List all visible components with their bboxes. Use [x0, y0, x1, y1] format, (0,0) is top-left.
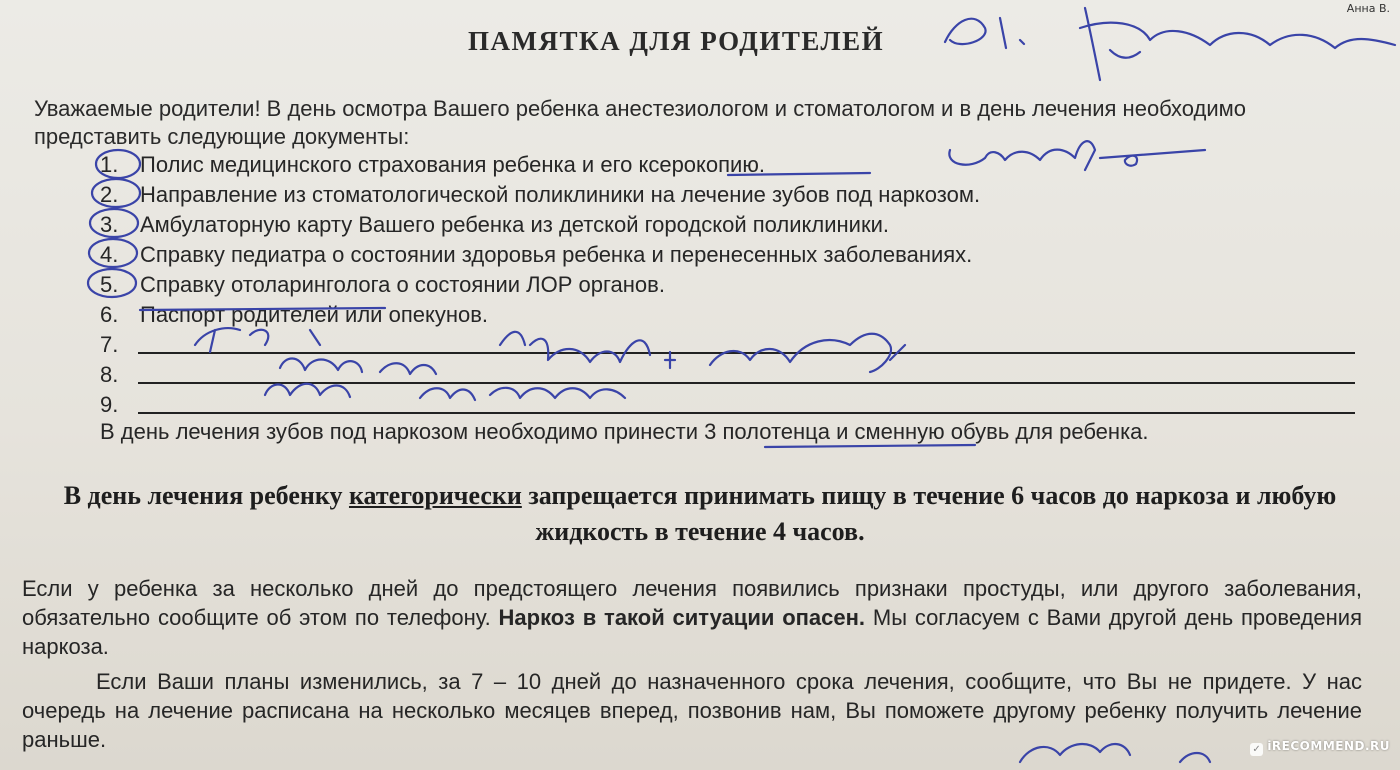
blank-line-item: 8. [100, 360, 1360, 390]
page-title: ПАМЯТКА ДЛЯ РОДИТЕЛЕЙ [468, 26, 885, 56]
blank-line-item: 7. [100, 330, 1360, 360]
circle-mark [88, 269, 136, 297]
like-icon: ✓ [1250, 743, 1263, 756]
handwritten-note [195, 328, 905, 374]
intro-text: Уважаемые родители! В день осмотра Вашего ребенка анестезиологом и стоматологом и в день лечения необходимо представить следующие документы: [34, 96, 1247, 149]
list-item: 4. Справку педиатра о состоянии здоровья ребенка и перенесенных заболеваниях. [100, 242, 973, 267]
danger-note: Наркоз в такой ситуации опасен. [498, 605, 866, 630]
list-item: 6. Паспорт родителей или опекунов. [100, 302, 489, 327]
warning-text: В день лечения ребенку категорически запрещается принимать пищу в течение 6 часов до наркоза и любую жидкость в течение 4 часов. [63, 481, 1337, 546]
list-item: 3. Амбулаторную карту Вашего ребенка из детской городской поликлиники. [100, 212, 889, 237]
circle-mark [96, 150, 140, 178]
paragraph-illness: Если у ребенка за несколько дней до предстоящего лечения появились признаки простуды, или другого заболевания, обязательно сообщите об этом по телефону. Наркоз в такой ситуации опасен. Мы согласуем с Вами другой день проведения наркоза. [22, 576, 1363, 659]
circle-mark [92, 179, 140, 207]
handwritten-note [949, 141, 1205, 170]
blank-line-item: 9. [100, 390, 1360, 420]
circle-mark [90, 209, 138, 237]
list-item: 1. Полис медицинского страхования ребенка и его ксерокопию. [100, 152, 765, 177]
list-item: 2. Направление из стоматологической поликлиники на лечение зубов под наркозом. [100, 182, 981, 207]
signature-scribble [945, 8, 1395, 80]
paragraph-plans: Если Ваши планы изменились, за 7 – 10 дней до назначенного срока лечения, сообщите, что Вы не придете. У нас очередь на лечение расписана на несколько месяцев вперед, позвонив нам, Вы поможете другому ребенку получить лечение раньше. [22, 669, 1362, 752]
handwritten-note [265, 384, 625, 400]
towels-note: В день лечения зубов под наркозом необходимо принести 3 полотенца и сменную обувь для ребенка. [100, 419, 1149, 444]
circle-mark [89, 239, 137, 267]
emphasis-word: категорически [348, 481, 522, 510]
author-label: Анна В. [1346, 2, 1390, 15]
list-item: 5. Справку отоларинголога о состоянии ЛОР органов. [100, 272, 665, 297]
handwritten-note [1020, 744, 1210, 762]
watermark: ✓ iRECOMMEND.RU [1250, 739, 1390, 756]
